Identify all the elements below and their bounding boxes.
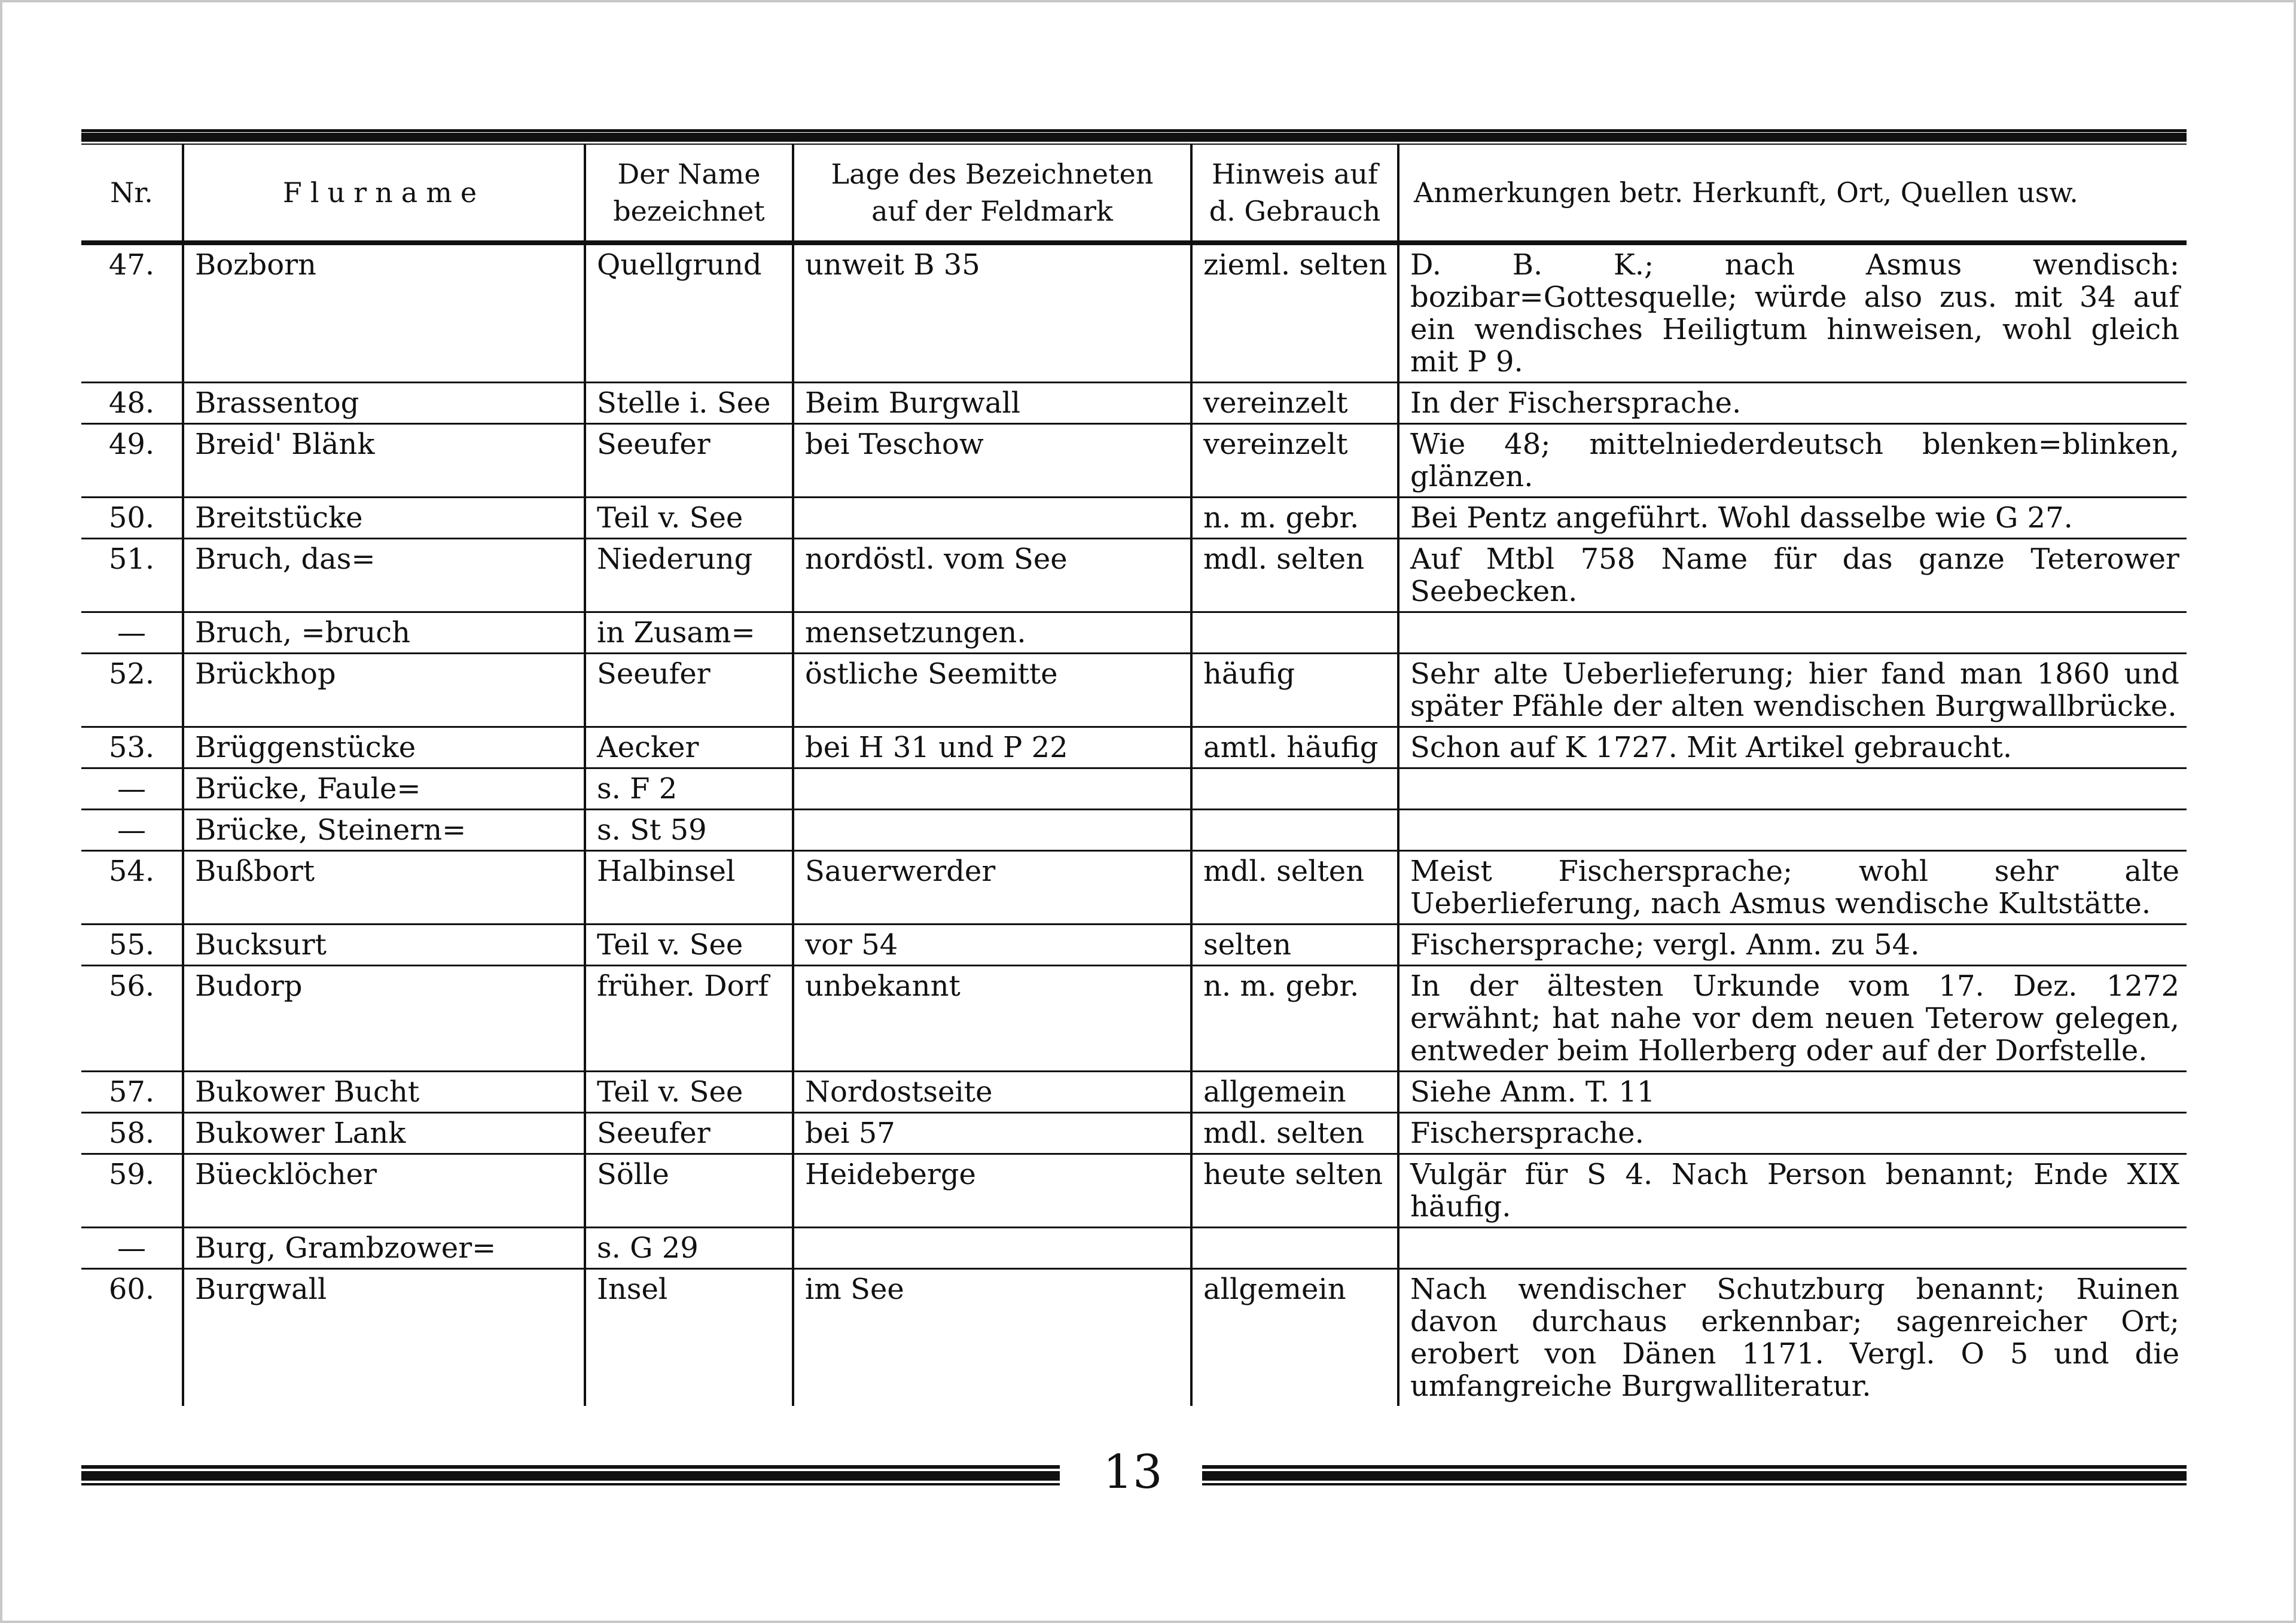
bottom-rule-left [81, 1465, 1060, 1485]
row-hinweis: allgemein [1191, 1269, 1398, 1407]
table-row [81, 1072, 2187, 1113]
row-bezeichnet: Aecker [585, 727, 793, 768]
row-bezeichnet: Teil v. See [585, 498, 793, 539]
row-bezeichnet: Seeufer [585, 1113, 793, 1154]
row-anmerkung: Auf Mtbl 758 Name für das ganze Teterower Seebecken. [1398, 539, 2187, 612]
row-flurname: Breid' Blänk [183, 424, 585, 498]
table-row [81, 810, 2187, 851]
table-row [81, 966, 2187, 1072]
row-bezeichnet: Seeufer [585, 654, 793, 727]
row-lage: östliche Seemitte [793, 654, 1191, 727]
row-nr: 58. [81, 1113, 183, 1154]
header-nr: Nr. [81, 145, 183, 243]
row-lage [793, 768, 1191, 810]
row-anmerkung [1398, 768, 2187, 810]
table-row [81, 768, 2187, 810]
row-flurname: Brassentog [183, 383, 585, 424]
row-nr: 56. [81, 966, 183, 1072]
row-flurname: Büecklöcher [183, 1154, 585, 1228]
row-anmerkung: Sehr alte Ueberlieferung; hier fand man 1860 und später Pfähle der alten wendischen Burgwallbrücke. [1398, 654, 2187, 727]
row-flurname: Breitstücke [183, 498, 585, 539]
row-anmerkung: D. B. K.; nach Asmus wendisch: bozibar=Gottesquelle; würde also zus. mit 34 auf ein wendisches Heiligtum hinweisen, wohl gleich mit P 9. [1398, 243, 2187, 383]
row-flurname: Brücke, Steinern= [183, 810, 585, 851]
row-hinweis: n. m. gebr. [1191, 498, 1398, 539]
row-flurname: Burgwall [183, 1269, 585, 1407]
table-row [81, 1269, 2187, 1407]
page-number: 13 [1103, 1445, 1163, 1499]
row-nr: — [81, 768, 183, 810]
row-lage [793, 498, 1191, 539]
row-bezeichnet: früher. Dorf [585, 966, 793, 1072]
row-hinweis: vereinzelt [1191, 424, 1398, 498]
row-anmerkung: Fischersprache; vergl. Anm. zu 54. [1398, 925, 2187, 966]
row-bezeichnet: Halbinsel [585, 851, 793, 925]
top-rule [81, 129, 2187, 145]
table-body [81, 243, 2187, 1406]
row-bezeichnet: in Zusam= [585, 612, 793, 654]
flurnamen-table [81, 145, 2187, 1406]
table-row [81, 851, 2187, 925]
row-lage: bei H 31 und P 22 [793, 727, 1191, 768]
header-lage [793, 145, 1191, 243]
row-hinweis: mdl. selten [1191, 1113, 1398, 1154]
row-lage: im See [793, 1269, 1191, 1407]
table-row [81, 383, 2187, 424]
table-row [81, 539, 2187, 612]
row-bezeichnet: s. G 29 [585, 1228, 793, 1269]
row-anmerkung: Wie 48; mittelniederdeutsch blenken=blinken, glänzen. [1398, 424, 2187, 498]
row-anmerkung: Schon auf K 1727. Mit Artikel gebraucht. [1398, 727, 2187, 768]
row-anmerkung [1398, 1228, 2187, 1269]
header-hinweis-line1: Hinweis auf [1211, 158, 1379, 190]
header-hinweis [1191, 145, 1398, 243]
header-hinweis-line2: d. Gebrauch [1209, 195, 1381, 227]
table-row [81, 612, 2187, 654]
row-lage: Heideberge [793, 1154, 1191, 1228]
row-anmerkung: Vulgär für S 4. Nach Person benannt; Ende XIX häufig. [1398, 1154, 2187, 1228]
row-nr: 59. [81, 1154, 183, 1228]
row-nr: 55. [81, 925, 183, 966]
row-hinweis: selten [1191, 925, 1398, 966]
row-lage: nordöstl. vom See [793, 539, 1191, 612]
row-bezeichnet: Stelle i. See [585, 383, 793, 424]
row-lage: mensetzungen. [793, 612, 1191, 654]
table-row [81, 1113, 2187, 1154]
row-bezeichnet: s. St 59 [585, 810, 793, 851]
row-nr: — [81, 1228, 183, 1269]
row-flurname: Bozborn [183, 243, 585, 383]
row-nr: 57. [81, 1072, 183, 1113]
row-hinweis: zieml. selten [1191, 243, 1398, 383]
table-row [81, 243, 2187, 383]
row-nr: 51. [81, 539, 183, 612]
row-bezeichnet: Teil v. See [585, 925, 793, 966]
row-bezeichnet: Teil v. See [585, 1072, 793, 1113]
table-row [81, 424, 2187, 498]
row-anmerkung [1398, 612, 2187, 654]
row-hinweis [1191, 810, 1398, 851]
row-hinweis: mdl. selten [1191, 539, 1398, 612]
row-hinweis: n. m. gebr. [1191, 966, 1398, 1072]
row-hinweis [1191, 612, 1398, 654]
row-nr: — [81, 810, 183, 851]
header-bezeichnet-line2: bezeichnet [613, 195, 765, 227]
table-row [81, 1228, 2187, 1269]
table-row [81, 1154, 2187, 1228]
row-nr: 54. [81, 851, 183, 925]
row-flurname: Brückhop [183, 654, 585, 727]
row-flurname: Bußbort [183, 851, 585, 925]
row-hinweis [1191, 1228, 1398, 1269]
row-bezeichnet: Niederung [585, 539, 793, 612]
row-bezeichnet: s. F 2 [585, 768, 793, 810]
row-hinweis [1191, 768, 1398, 810]
row-hinweis: vereinzelt [1191, 383, 1398, 424]
header-flurname: Flurname [183, 145, 585, 243]
table-header [81, 145, 2187, 243]
row-lage: vor 54 [793, 925, 1191, 966]
row-lage: bei 57 [793, 1113, 1191, 1154]
row-anmerkung: In der ältesten Urkunde vom 17. Dez. 1272 erwähnt; hat nahe vor dem neuen Teterow gelegen, entweder beim Hollerberg oder auf der Dorfstelle. [1398, 966, 2187, 1072]
row-anmerkung: Nach wendischer Schutzburg benannt; Ruinen davon durchaus erkennbar; sagenreicher Ort; erobert von Dänen 1171. Vergl. O 5 und die umfangreiche Burgwalliteratur. [1398, 1269, 2187, 1407]
row-flurname: Bruch, =bruch [183, 612, 585, 654]
header-bezeichnet-line1: Der Name [617, 158, 761, 190]
row-nr: 48. [81, 383, 183, 424]
row-anmerkung: In der Fischersprache. [1398, 383, 2187, 424]
row-hinweis: häufig [1191, 654, 1398, 727]
row-anmerkung: Siehe Anm. T. 11 [1398, 1072, 2187, 1113]
table-row [81, 654, 2187, 727]
row-nr: 50. [81, 498, 183, 539]
row-bezeichnet: Seeufer [585, 424, 793, 498]
row-anmerkung: Fischersprache. [1398, 1113, 2187, 1154]
row-bezeichnet: Quellgrund [585, 243, 793, 383]
row-flurname: Bruch, das= [183, 539, 585, 612]
row-hinweis: allgemein [1191, 1072, 1398, 1113]
row-flurname: Bukower Bucht [183, 1072, 585, 1113]
row-flurname: Brücke, Faule= [183, 768, 585, 810]
table-row [81, 727, 2187, 768]
row-hinweis: amtl. häufig [1191, 727, 1398, 768]
bottom-rule-right [1202, 1465, 2187, 1485]
row-nr: 52. [81, 654, 183, 727]
row-flurname: Burg, Grambzower= [183, 1228, 585, 1269]
row-lage: bei Teschow [793, 424, 1191, 498]
row-lage [793, 1228, 1191, 1269]
row-flurname: Budorp [183, 966, 585, 1072]
row-nr: 47. [81, 243, 183, 383]
row-flurname: Bukower Lank [183, 1113, 585, 1154]
row-hinweis: heute selten [1191, 1154, 1398, 1228]
row-anmerkung: Bei Pentz angeführt. Wohl dasselbe wie G 27. [1398, 498, 2187, 539]
row-anmerkung: Meist Fischersprache; wohl sehr alte Ueberlieferung, nach Asmus wendische Kultstätte. [1398, 851, 2187, 925]
row-lage: Nordostseite [793, 1072, 1191, 1113]
header-bezeichnet [585, 145, 793, 243]
row-nr: — [81, 612, 183, 654]
row-lage: unbekannt [793, 966, 1191, 1072]
table-row [81, 498, 2187, 539]
row-flurname: Bucksurt [183, 925, 585, 966]
row-nr: 53. [81, 727, 183, 768]
row-nr: 60. [108, 1273, 155, 1306]
row-hinweis: mdl. selten [1191, 851, 1398, 925]
row-nr: 49. [81, 424, 183, 498]
row-flurname: Brüggenstücke [183, 727, 585, 768]
row-bezeichnet: Insel [585, 1269, 793, 1407]
row-lage: Beim Burgwall [793, 383, 1191, 424]
row-bezeichnet: Sölle [585, 1154, 793, 1228]
header-lage-line2: auf der Feldmark [871, 195, 1113, 227]
row-anmerkung [1398, 810, 2187, 851]
row-lage: unweit B 35 [793, 243, 1191, 383]
header-anmerkungen: Anmerkungen betr. Herkunft, Ort, Quellen usw. [1398, 145, 2187, 243]
row-lage: Sauerwerder [793, 851, 1191, 925]
table-row [81, 925, 2187, 966]
header-lage-line1: Lage des Bezeichneten [831, 158, 1154, 190]
row-lage [793, 810, 1191, 851]
